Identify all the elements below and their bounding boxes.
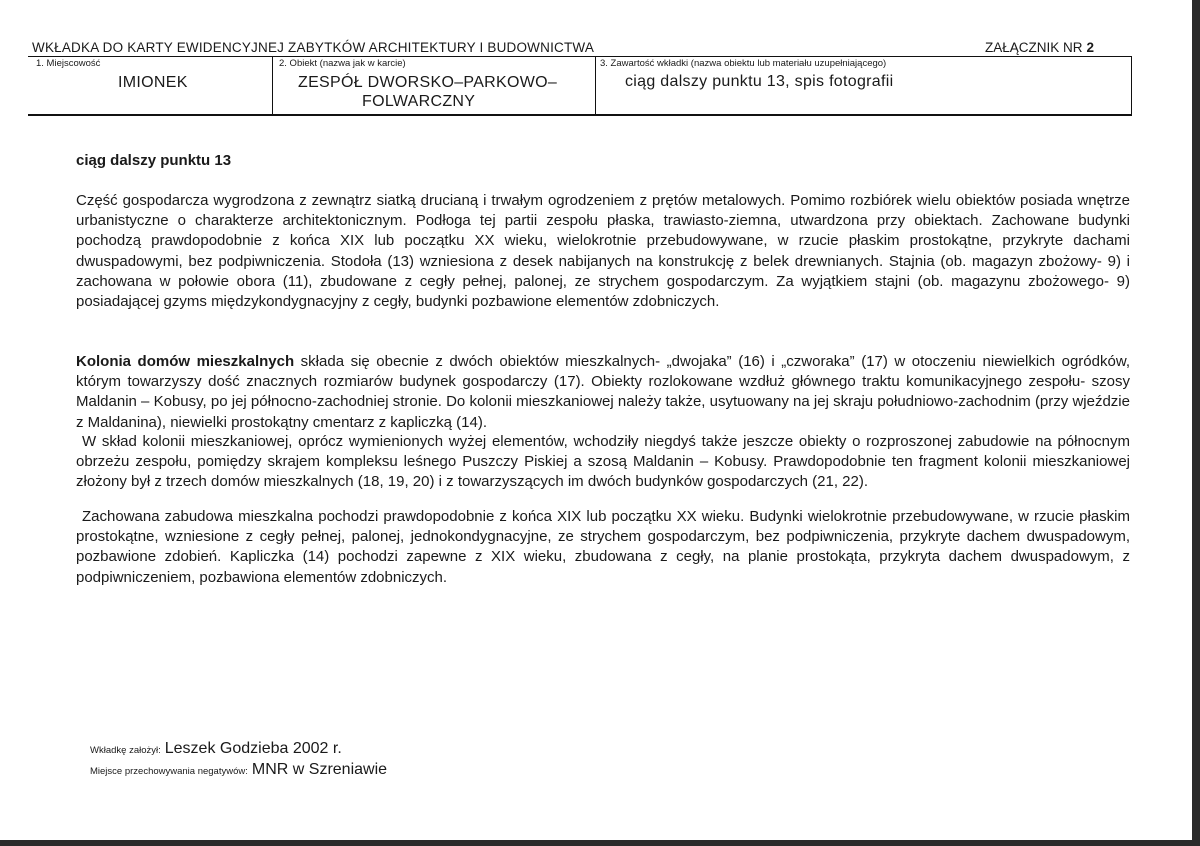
attachment-label: ZAŁĄCZNIK NR: [985, 40, 1083, 55]
field-divider-1: [272, 56, 273, 114]
scan-border-bottom: [0, 840, 1200, 846]
paragraph-residential-colony: [76, 352, 1130, 433]
storage-label: Miejsce przechowywania negatywów:: [90, 766, 248, 777]
author-line: [90, 740, 342, 758]
storage-value: MNR w Szreniawie: [251, 761, 388, 778]
form-title: WKŁADKA DO KARTY EWIDENCYJNEJ ZABYTKÓW ARCHITEKTURY I BUDOWNICTWA: [32, 40, 595, 55]
header-top-rule: [28, 56, 1132, 57]
paragraph-farm-section: Część gospodarcza wygrodzona z zewnątrz siatką drucianą i trwałym ogrodzeniem z prętów metalowych. Pomimo rozbiórek wielu obiektów posiada wnętrze urbanistyczne o charakterze architektonicznym. Podłoga tej partii zespołu płaska, trawiasto-ziemna, utwardzona przy obiektach. Zachowane budynki pochodzą prawdopodobnie z końca XIX lub początku XX wieku, wielokrotnie przebudowywane, w rzucie płaskim prostokątne, przykryte dachami dwuspadowymi, bez podpiwniczenia. Stodoła (13) wzniesiona z desek nabijanych na konstrukcję z belek drewnianych. Stajnia (ob. magazyn zbożowy- 9) i zachowana w połowie obora (11), zbudowane z cegły pełnej, palonej, ze strychem gospodarczym. Za wyjątkiem stajni (ob. magazynu zbożowego- 9) posiadającej gzyms międzykondygnacyjny z cegły, budynki pozbawione elementów zdobniczych.: [76, 192, 1130, 311]
content-label: 3. Zawartość wkładki (nazwa obiektu lub materiału uzupełniającego): [600, 58, 887, 69]
section-heading: ciąg dalszy punktu 13: [76, 152, 232, 169]
object-value-line2: FOLWARCZNY: [362, 93, 476, 110]
author-label: Wkładkę założył:: [90, 745, 161, 756]
locality-label: 1. Miejscowość: [36, 58, 101, 69]
object-label: 2. Obiekt (nazwa jak w karcie): [279, 58, 406, 69]
paragraph-colony-history: W skład kolonii mieszkaniowej, oprócz wymienionych wyżej elementów, wchodziły niegdyś także jeszcze obiekty o rozproszonej zabudowie na północnym obrzeżu zespołu, pomiędzy skrajem kompleksu leśnego Puszczy Piskiej a szosą Maldanin – Kobusy. Prawdopodobnie ten fragment kolonii mieszkaniowej złożony był z trzech domów mieszkalnych (18, 19, 20) i z towarzyszących im dwóch budynków gospodarczych (21, 22).: [76, 433, 1130, 491]
residential-colony-text: składa się obecnie z dwóch obiektów mieszkalnych- „dwojaka” (16) i „czworaka” (17) w otoczeniu niewielkich ogródków, którym towarzyszy dość znacznych rozmiarów budynek gospodarczy (17). Obiekty rozlokowane wzdłuż głównego traktu komunikacyjnego zespołu- szosy Maldanin – Kobusy, po jej północno-zachodniej stronie. Do kolonii mieszkaniowej należy także, usytuowany na jej skraju południowo-zachodnim (przy wjeździe z Maldanina), niewielki prostokątny cmentarz z kapliczką (14).: [76, 353, 1130, 431]
attachment-number: [985, 40, 1094, 55]
field-divider-2: [595, 56, 596, 114]
field-divider-right: [1131, 56, 1132, 114]
paragraph-preserved-buildings: Zachowana zabudowa mieszkalna pochodzi prawdopodobnie z końca XIX lub początku XX wieku. Budynki wielokrotnie przebudowywane, w rzucie płaskim prostokątne, wzniesione z cegły pełnej, palonej, jednokondygnacyjne, ze strychem gospodarczym, bez podpiwniczenia, przykryte dachem dwuspadowym, pozbawione zdobień. Kapliczka (14) pochodzi zapewne z XIX wieku, zbudowana z cegły, na planie prostokąta, przykryta dachem dwuspadowym, z podpiwniczeniem, pozbawiona elementów zdobniczych.: [76, 508, 1130, 586]
storage-line: [90, 761, 387, 779]
residential-colony-heading: Kolonia domów mieszkalnych: [76, 353, 295, 370]
content-value: ciąg dalszy punktu 13, spis fotografii: [625, 73, 894, 90]
locality-value: IMIONEK: [118, 74, 188, 91]
author-value: Leszek Godzieba 2002 r.: [164, 740, 342, 757]
header-bottom-rule: [28, 114, 1132, 116]
attachment-number-value: 2: [1086, 40, 1095, 55]
object-value-line1: ZESPÓŁ DWORSKO–PARKOWO–: [298, 74, 558, 91]
scan-border-right: [1192, 0, 1200, 846]
